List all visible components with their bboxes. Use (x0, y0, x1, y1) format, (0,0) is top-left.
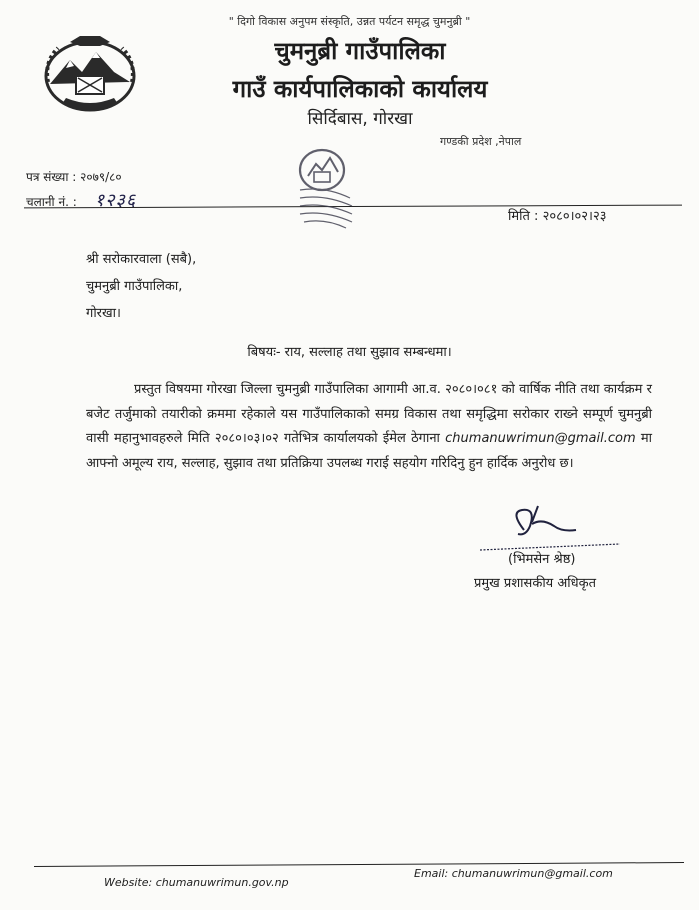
dispatch-number: १२३६ (94, 190, 137, 211)
office-name: गाउँ कार्यपालिकाको कार्यालय (232, 75, 488, 103)
municipality-name: चुमनुब्री गाउँपालिका (274, 37, 446, 65)
government-emblem-icon (40, 32, 140, 114)
handwritten-signature (480, 500, 620, 556)
addressee-line: गोरखा। (86, 306, 121, 321)
letter-number: पत्र संख्या : २०७९/८० (26, 170, 122, 184)
signatory-title: प्रमुख प्रशासकीय अधिकृत (474, 576, 597, 591)
body-email: chumanuwrimun@gmail.com (445, 431, 636, 446)
signatory-name: (भिमसेन श्रेष्ठ) (508, 552, 576, 567)
body-text: प्रस्तुत विषयमा गोरखा जिल्ला चुमनुब्री गाउँपालिका आगामी आ.व. २०८०।०८१ को वार्षिक नीति तथा कार्यक्रम र बजेट तर्जुमाको तयारीको क्रममा रहेकाले यस गाउँपालिकाको समग्र विकास तथा समृद्धिमा सरोकार राख्ने सम्पूर्ण चुमनुब्री वासी महानुभावहरुले मिति २०८०।०३।०२ गतेभित्र कार्यालयको ईमेल ठेगाना (86, 382, 652, 446)
office-seal-stamp (280, 140, 370, 236)
footer-email: Email: chumanuwrimun@gmail.com (414, 867, 613, 880)
letter-body (86, 378, 652, 476)
addressee-line: चुमनुब्री गाउँपालिका, (86, 279, 183, 294)
dispatch-number-row (26, 188, 136, 212)
letter-subject: बिषयः- राय, सल्लाह तथा सुझाव सम्बन्धमा। (247, 345, 452, 360)
footer-website: Website: chumanuwrimun.gov.np (104, 876, 289, 889)
dispatch-label: चलानी नं. : (26, 195, 77, 209)
addressee-line: श्री सरोकारवाला (सबै), (86, 252, 197, 267)
letter-date: मिति : २०८०।०२।२३ (508, 209, 607, 224)
body-text: मा आफ्नो अमूल्य राय, सल्लाह, सुझाव तथा प्रतिक्रिया उपलब्ध गराई सहयोग गरिदिनु हुन हार्दिक अनुरोध छ। (86, 431, 653, 471)
addressee-block (86, 246, 196, 327)
province-label: गण्डकी प्रदेश ,नेपाल (440, 135, 522, 148)
letterhead-motto: " दिगो विकास अनुपम संस्कृति, उन्नत पर्यटन समृद्ध चुमनुब्री " (228, 15, 471, 28)
office-address: सिर्दिबास, गोरखा (307, 109, 413, 129)
